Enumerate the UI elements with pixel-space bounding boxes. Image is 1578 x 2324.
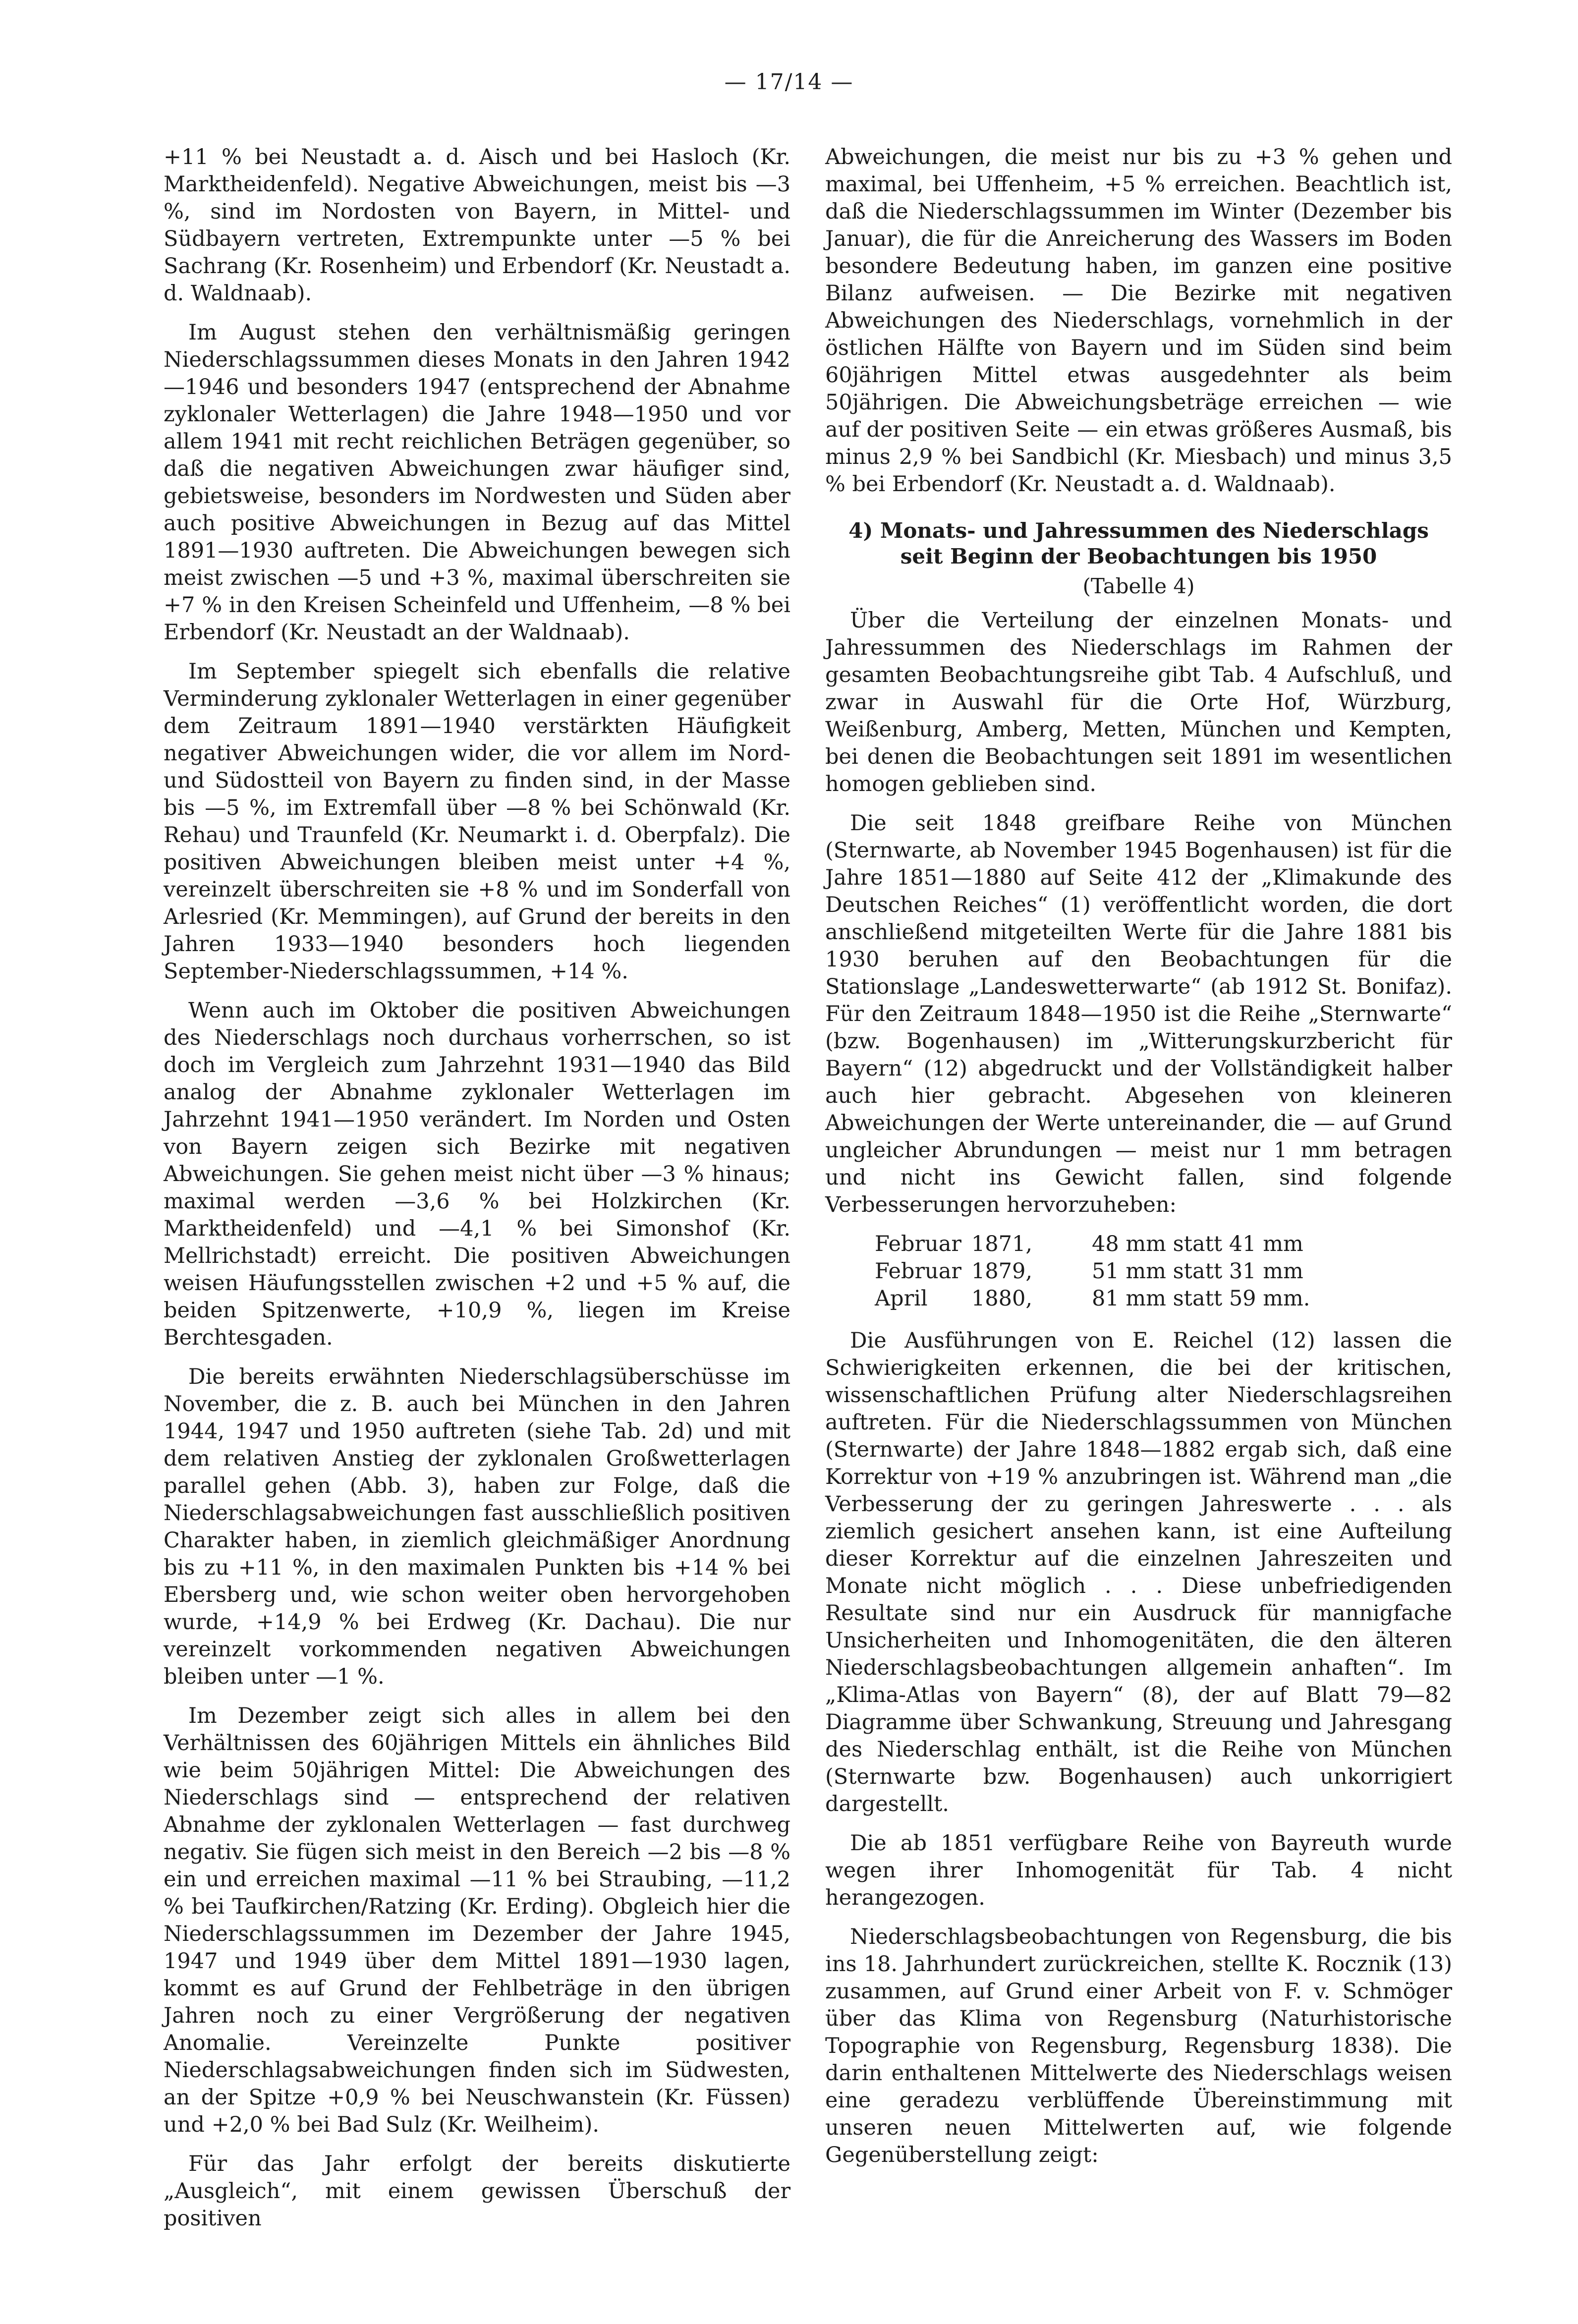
paragraph: Die Ausführungen von E. Reichel (12) lassen die Schwierigkeiten erkennen, die bei der kritischen, wissenschaftlichen Prüfung alter Niederschlagsreihen auftreten. Für die Niederschlagssummen von München (Sternwarte) der Jahre 1848—1882 ergab sich, daß eine Korrektur von +19 % anzubringen ist. Während man „die Verbesserung der zu geringen Jahreswerte . . . als ziemlich gesichert ansehen kann, ist eine Aufteilung dieser Korrektur auf die einzelnen Jahreszeiten und Monate nicht möglich . . . Diese unbefriedigenden Resultate sind nur ein Ausdruck für mannigfache Unsicherheiten und Inhomogenitäten, die den älteren Niederschlagsbeobachtungen allgemein anhaften“. Im „Klima-Atlas von Bayern“ (8), der auf Blatt 79—82 Diagramme über Schwankung, Streuung und Jahresgang des Niederschlag enthält, ist die Reihe von München (Sternwarte bzw. Bogenhausen) auch unkorrigiert dargestellt.	[825, 1328, 1452, 1816]
paragraph: Für das Jahr erfolgt der bereits diskutierte „Ausgleich“, mit einem gewissen Überschuß der positiven	[164, 2152, 790, 2231]
section-heading: 4) Monats- und Jahressummen des Niederschlags seit Beginn der Beobachtungen bis 1950	[848, 518, 1429, 568]
correction-value: 81 mm statt 59 mm.	[1092, 1286, 1310, 1311]
table-row	[875, 1258, 1320, 1285]
paragraph: Niederschlagsbeobachtungen von Regensburg, die bis ins 18. Jahrhundert zurückreichen, stellte K. Rocznik (13) zusammen, auf Grund einer Arbeit von F. v. Schmöger über das Klima von Regensburg (Naturhistorische Topographie von Regensburg, Regensburg 1838). Die darin enthaltenen Mittelwerte des Niederschlags weisen eine geradezu verblüffende Übereinstimmung mit unseren neuen Mittelwerten auf, wie folgende Gegenüberstellung zeigt:	[825, 1925, 1452, 2167]
paragraph: Die seit 1848 greifbare Reihe von München (Sternwarte, ab November 1945 Bogenhausen) ist für die Jahre 1851—1880 auf Seite 412 der „Klimakunde des Deutschen Reiches“ (1) veröffentlicht worden, die dort anschließend mitgeteilten Werte für die Jahre 1881 bis 1930 beruhen auf den Beobachtungen für die Stationslage „Landeswetterwarte“ (ab 1912 St. Bonifaz). Für den Zeitraum 1848—1950 ist die Reihe „Sternwarte“ (bzw. Bogenhausen) im „Witterungskurzbericht für Bayern“ (12) abgedruckt und der Vollständigkeit halber auch hier gebracht. Abgesehen von kleineren Abweichungen der Werte untereinander, die — auf Grund ungleicher Abrundungen — meist nur 1 mm betragen und nicht ins Gewicht fallen, sind folgende Verbesserungen hervorzuheben:	[825, 811, 1452, 1217]
table-row	[875, 1285, 1320, 1312]
correction-month: Februar	[875, 1259, 961, 1284]
paragraph: Im September spiegelt sich ebenfalls die relative Verminderung zyklonaler Wetterlagen in einer gegenüber dem Zeitraum 1891—1940 verstärkten Häufigkeit negativer Abweichungen wider, die vor allem im Nord- und Südostteil von Bayern zu finden sind, in der Masse bis —5 %, im Extremfall über —8 % bei Schönwald (Kr. Rehau) und Traunfeld (Kr. Neumarkt i. d. Oberpfalz). Die positiven Abweichungen bleiben meist unter +4 %, vereinzelt überschreiten sie +8 % und im Sonderfall von Arlesried (Kr. Memmingen), auf Grund der bereits in den Jahren 1933—1940 besonders hoch liegenden September-Niederschlagssummen, +14 %.	[164, 659, 790, 984]
correction-year: 1879,	[971, 1259, 1033, 1284]
paragraph: Abweichungen, die meist nur bis zu +3 % gehen und maximal, bei Uffenheim, +5 % erreichen. Beachtlich ist, daß die Niederschlagssummen im Winter (Dezember bis Januar), die für die Anreicherung des Wassers im Boden besondere Bedeutung haben, im ganzen eine positive Bilanz aufweisen. — Die Bezirke mit negativen Abweichungen des Niederschlags, vornehmlich in der östlichen Hälfte von Bayern und im Süden sind beim 60jährigen Mittel etwas ausgedehnter als beim 50jährigen. Die Abweichungsbeträge erreichen — wie auf der positiven Seite — ein etwas größeres Ausmaß, bis minus 2,9 % bei Sandbichl (Kr. Miesbach) und minus 3,5 % bei Erbendorf (Kr. Neustadt a. d. Waldnaab).	[825, 145, 1452, 497]
paragraph: Im Dezember zeigt sich alles in allem bei den Verhältnissen des 60jährigen Mittels ein ähnliches Bild wie beim 50jährigen Mittel: Die Abweichungen des Niederschlags sind — entsprechend der relativen Abnahme der zyklonalen Wetterlagen — fast durchweg negativ. Sie fügen sich meist in den Bereich —2 bis —8 % ein und erreichen maximal —11 % bei Straubing, —11,2 % bei Taufkirchen/Ratzing (Kr. Erding). Obgleich hier die Niederschlagssummen im Dezember der Jahre 1945, 1947 und 1949 über dem Mittel 1891—1930 lagen, kommt es auf Grund der Fehlbeträge in den übrigen Jahren noch zu einer Vergrößerung der negativen Anomalie. Vereinzelte Punkte positiver Niederschlagsabweichungen finden sich im Südwesten, an der Spitze +0,9 % bei Neuschwanstein (Kr. Füssen) und +2,0 % bei Bad Sulz (Kr. Weilheim).	[164, 1703, 790, 2137]
paragraph: +11 % bei Neustadt a. d. Aisch und bei Hasloch (Kr. Marktheidenfeld). Negative Abweichungen, meist bis —3 %, sind im Nordosten von Bayern, in Mittel- und Südbayern vertreten, Extrempunkte unter —5 % bei Sachrang (Kr. Rosenheim) und Erbendorf (Kr. Neustadt a. d. Waldnaab).	[164, 145, 790, 306]
paragraph: Die ab 1851 verfügbare Reihe von Bayreuth wurde wegen ihrer Inhomogenität für Tab. 4 nicht herangezogen.	[825, 1831, 1452, 1910]
section-subheading: (Tabelle 4)	[1082, 574, 1195, 598]
corrections-table	[875, 1231, 1320, 1312]
left-column	[164, 144, 790, 2244]
correction-value: 51 mm statt 31 mm	[1092, 1259, 1303, 1284]
table-row	[875, 1231, 1320, 1258]
paragraph: Im August stehen den verhältnismäßig geringen Niederschlagssummen dieses Monats in den Jahren 1942—1946 und besonders 1947 (entsprechend der Abnahme zyklonaler Wetterlagen) die Jahre 1948—1950 und vor allem 1941 mit recht reichlichen Beträgen gegenüber, so daß die negativen Abweichungen zwar häufiger sind, gebietsweise, besonders im Nordwesten und Süden aber auch positive Abweichungen in Bezug auf das Mittel 1891—1930 auftreten. Die Abweichungen bewegen sich meist zwischen —5 und +3 %, maximal überschreiten sie +7 % in den Kreisen Scheinfeld und Uffenheim, —8 % bei Erbendorf (Kr. Neustadt an der Waldnaab).	[164, 320, 790, 645]
correction-year: 1871,	[971, 1232, 1033, 1256]
page-number: — 17/14 —	[724, 69, 854, 95]
right-column	[825, 144, 1452, 2244]
paragraph: Wenn auch im Oktober die positiven Abweichungen des Niederschlags noch durchaus vorherrschen, so ist doch im Vergleich zum Jahrzehnt 1931—1940 das Bild analog der Abnahme zyklonaler Wetterlagen im Jahrzehnt 1941—1950 verändert. Im Norden und Osten von Bayern zeigen sich Bezirke mit negativen Abweichungen. Sie gehen meist nicht über —3 % hinaus; maximal werden —3,6 % bei Holzkirchen (Kr. Marktheidenfeld) und —4,1 % bei Simonshof (Kr. Mellrichstadt) erreicht. Die positiven Abweichungen weisen Häufungsstellen zwischen +2 und +5 % auf, die beiden Spitzenwerte, +10,9 %, liegen im Kreise Berchtesgaden.	[164, 998, 790, 1350]
correction-month: April	[875, 1286, 928, 1311]
correction-year: 1880,	[971, 1286, 1033, 1311]
text-columns	[164, 144, 1452, 2244]
paragraph: Die bereits erwähnten Niederschlagsüberschüsse im November, die z. B. auch bei München in den Jahren 1944, 1947 und 1950 auftreten (siehe Tab. 2d) und mit dem relativen Anstieg der zyklonalen Großwetterlagen parallel gehen (Abb. 3), haben zur Folge, daß die Niederschlagsabweichungen fast ausschließlich positiven Charakter haben, in ziemlich gleichmäßiger Anordnung bis zu +11 %, in den maximalen Punkten bis +14 % bei Ebersberg und, wie schon weiter oben hervorgehoben wurde, +14,9 % bei Erdweg (Kr. Dachau). Die nur vereinzelt vorkommenden negativen Abweichungen bleiben unter —1 %.	[164, 1364, 790, 1689]
correction-month: Februar	[875, 1232, 961, 1256]
paragraph: Über die Verteilung der einzelnen Monats- und Jahressummen des Niederschlags im Rahmen der gesamten Beobachtungsreihe gibt Tab. 4 Aufschluß, und zwar in Auswahl für die Orte Hof, Würzburg, Weißenburg, Amberg, Metten, München und Kempten, bei denen die Beobachtungen seit 1891 im wesentlichen homogen geblieben sind.	[825, 608, 1452, 796]
correction-value: 48 mm statt 41 mm	[1092, 1232, 1303, 1256]
